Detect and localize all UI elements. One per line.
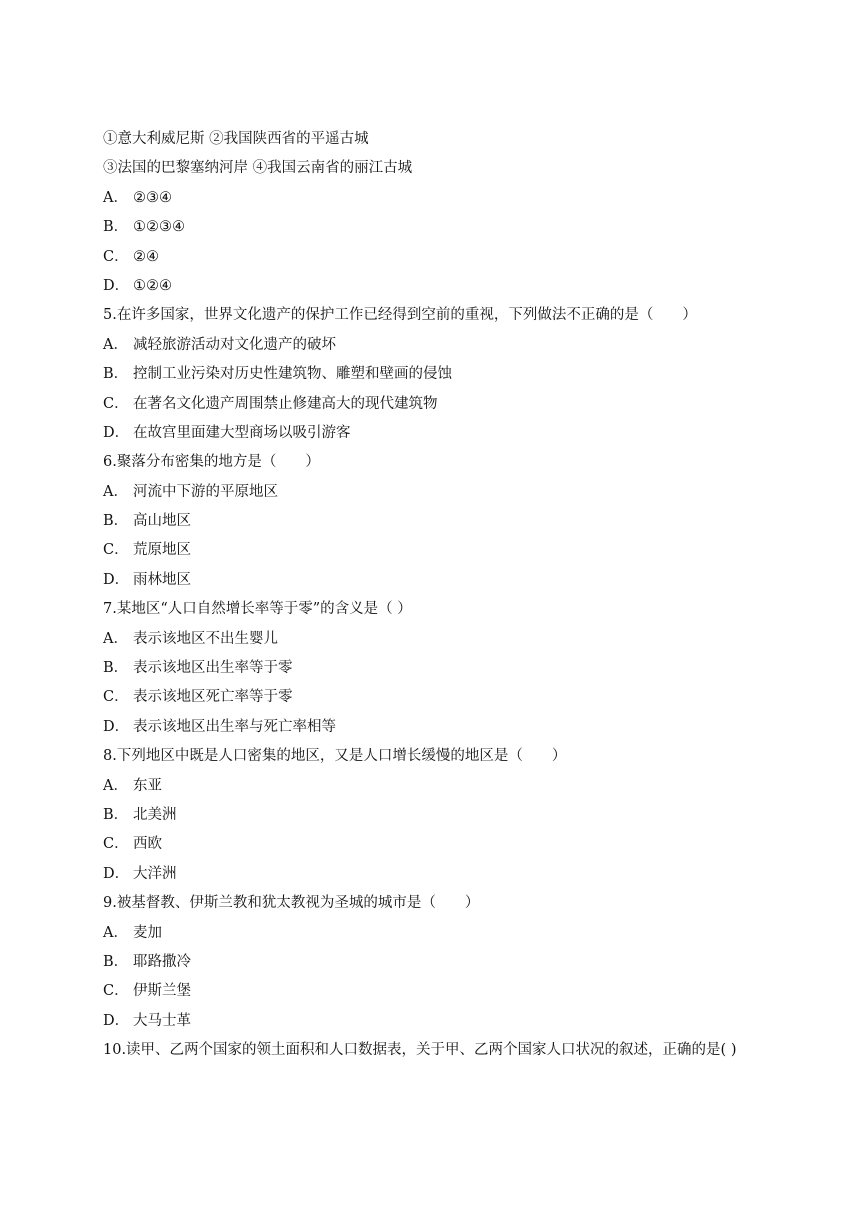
q7-stem: 7.某地区“人口自然增长率等于零”的含义是（ ） <box>103 601 412 618</box>
q9-option-c[interactable] <box>103 977 783 1006</box>
option-text: 表示该地区出生率等于零 <box>133 660 293 677</box>
option-letter: A． <box>103 777 128 794</box>
option-text: 麦加 <box>133 924 162 941</box>
option-text: 东亚 <box>133 777 162 794</box>
option-letter: C． <box>103 983 129 1000</box>
q6-option-a[interactable] <box>103 478 783 507</box>
q6-option-c[interactable] <box>103 536 783 565</box>
option-text: 大马士革 <box>133 1012 191 1029</box>
option-text: 大洋洲 <box>133 865 177 882</box>
option-letter: B． <box>103 513 129 530</box>
option-letter: B． <box>103 219 129 236</box>
q4-option-a[interactable] <box>103 184 783 213</box>
option-text: 河流中下游的平原地区 <box>133 483 278 500</box>
option-text: 北美洲 <box>133 806 177 823</box>
option-letter: A． <box>103 483 128 500</box>
q8-option-c[interactable] <box>103 830 783 859</box>
option-letter: B． <box>103 660 129 677</box>
option-letter: C． <box>103 689 129 706</box>
option-text: 在著名文化遗产周围禁止修建高大的现代建筑物 <box>133 395 438 412</box>
q8-stem: 8.下列地区中既是人口密集的地区，又是人口增长缓慢的地区是（ ） <box>103 748 567 765</box>
option-letter: A． <box>103 336 128 353</box>
q7-option-a[interactable] <box>103 625 783 654</box>
q5-option-a[interactable] <box>103 331 783 360</box>
q7-option-b[interactable] <box>103 654 783 683</box>
q4-option-b[interactable] <box>103 213 783 242</box>
option-text: 高山地区 <box>133 513 191 530</box>
q4-option-d[interactable] <box>103 272 783 301</box>
option-text: 表示该地区出生率与死亡率相等 <box>133 718 336 735</box>
option-text: 伊斯兰堡 <box>133 983 191 1000</box>
q9-option-b[interactable] <box>103 948 783 977</box>
option-text: 荒原地区 <box>133 542 191 559</box>
q7-option-c[interactable] <box>103 683 783 712</box>
q9-option-a[interactable] <box>103 919 783 948</box>
option-letter: C． <box>103 395 129 412</box>
option-text: ①②④ <box>133 277 172 294</box>
q9-option-d[interactable] <box>103 1007 783 1036</box>
option-letter: C． <box>103 836 129 853</box>
document-page <box>103 125 783 1066</box>
option-letter: C． <box>103 248 129 265</box>
option-letter: B． <box>103 366 129 383</box>
q6-stem: 6.聚落分布密集的地方是（ ） <box>103 454 320 471</box>
option-text: 雨林地区 <box>133 571 191 588</box>
q9-stem: 9.被基督教、伊斯兰教和犹太教视为圣城的城市是（ ） <box>103 895 480 912</box>
option-text: ①②③④ <box>133 219 185 236</box>
option-letter: D． <box>103 277 130 294</box>
option-text: 控制工业污染对历史性建筑物、雕塑和壁画的侵蚀 <box>133 366 452 383</box>
option-text: 耶路撒冷 <box>133 953 191 970</box>
q6-option-b[interactable] <box>103 507 783 536</box>
intro-line-1: ①意大利威尼斯 ②我国陕西省的平遥古城 <box>103 131 369 147</box>
q7-option-d[interactable] <box>103 713 783 742</box>
option-letter: A． <box>103 630 128 647</box>
option-letter: B． <box>103 806 129 823</box>
q8-option-b[interactable] <box>103 801 783 830</box>
option-letter: D． <box>103 424 130 441</box>
option-letter: D． <box>103 865 130 882</box>
option-letter: D． <box>103 571 130 588</box>
q4-option-c[interactable] <box>103 243 783 272</box>
option-letter: A． <box>103 924 128 941</box>
q5-option-b[interactable] <box>103 360 783 389</box>
option-text: ②③④ <box>133 189 172 206</box>
option-letter: C． <box>103 542 129 559</box>
option-letter: D． <box>103 1012 130 1029</box>
option-letter: A． <box>103 189 128 206</box>
intro-line-2: ③法国的巴黎塞纳河岸 ④我国云南省的丽江古城 <box>103 160 413 177</box>
option-letter: B． <box>103 953 129 970</box>
q10-stem: 10.读甲、乙两个国家的领土面积和人口数据表，关于甲、乙两个国家人口状况的叙述，正确的是( ) <box>103 1042 737 1059</box>
option-text: 表示该地区死亡率等于零 <box>133 689 293 706</box>
q6-option-d[interactable] <box>103 566 783 595</box>
option-text: 表示该地区不出生婴儿 <box>133 630 278 647</box>
option-text: 西欧 <box>133 836 162 853</box>
option-text: ②④ <box>133 248 159 265</box>
q8-option-d[interactable] <box>103 860 783 889</box>
q5-stem: 5.在许多国家，世界文化遗产的保护工作已经得到空前的重视，下列做法不正确的是（ ） <box>103 307 697 324</box>
q5-option-c[interactable] <box>103 390 783 419</box>
option-letter: D． <box>103 718 130 735</box>
option-text: 减轻旅游活动对文化遗产的破坏 <box>133 336 336 353</box>
option-text: 在故宫里面建大型商场以吸引游客 <box>133 424 351 441</box>
q5-option-d[interactable] <box>103 419 783 448</box>
q8-option-a[interactable] <box>103 772 783 801</box>
